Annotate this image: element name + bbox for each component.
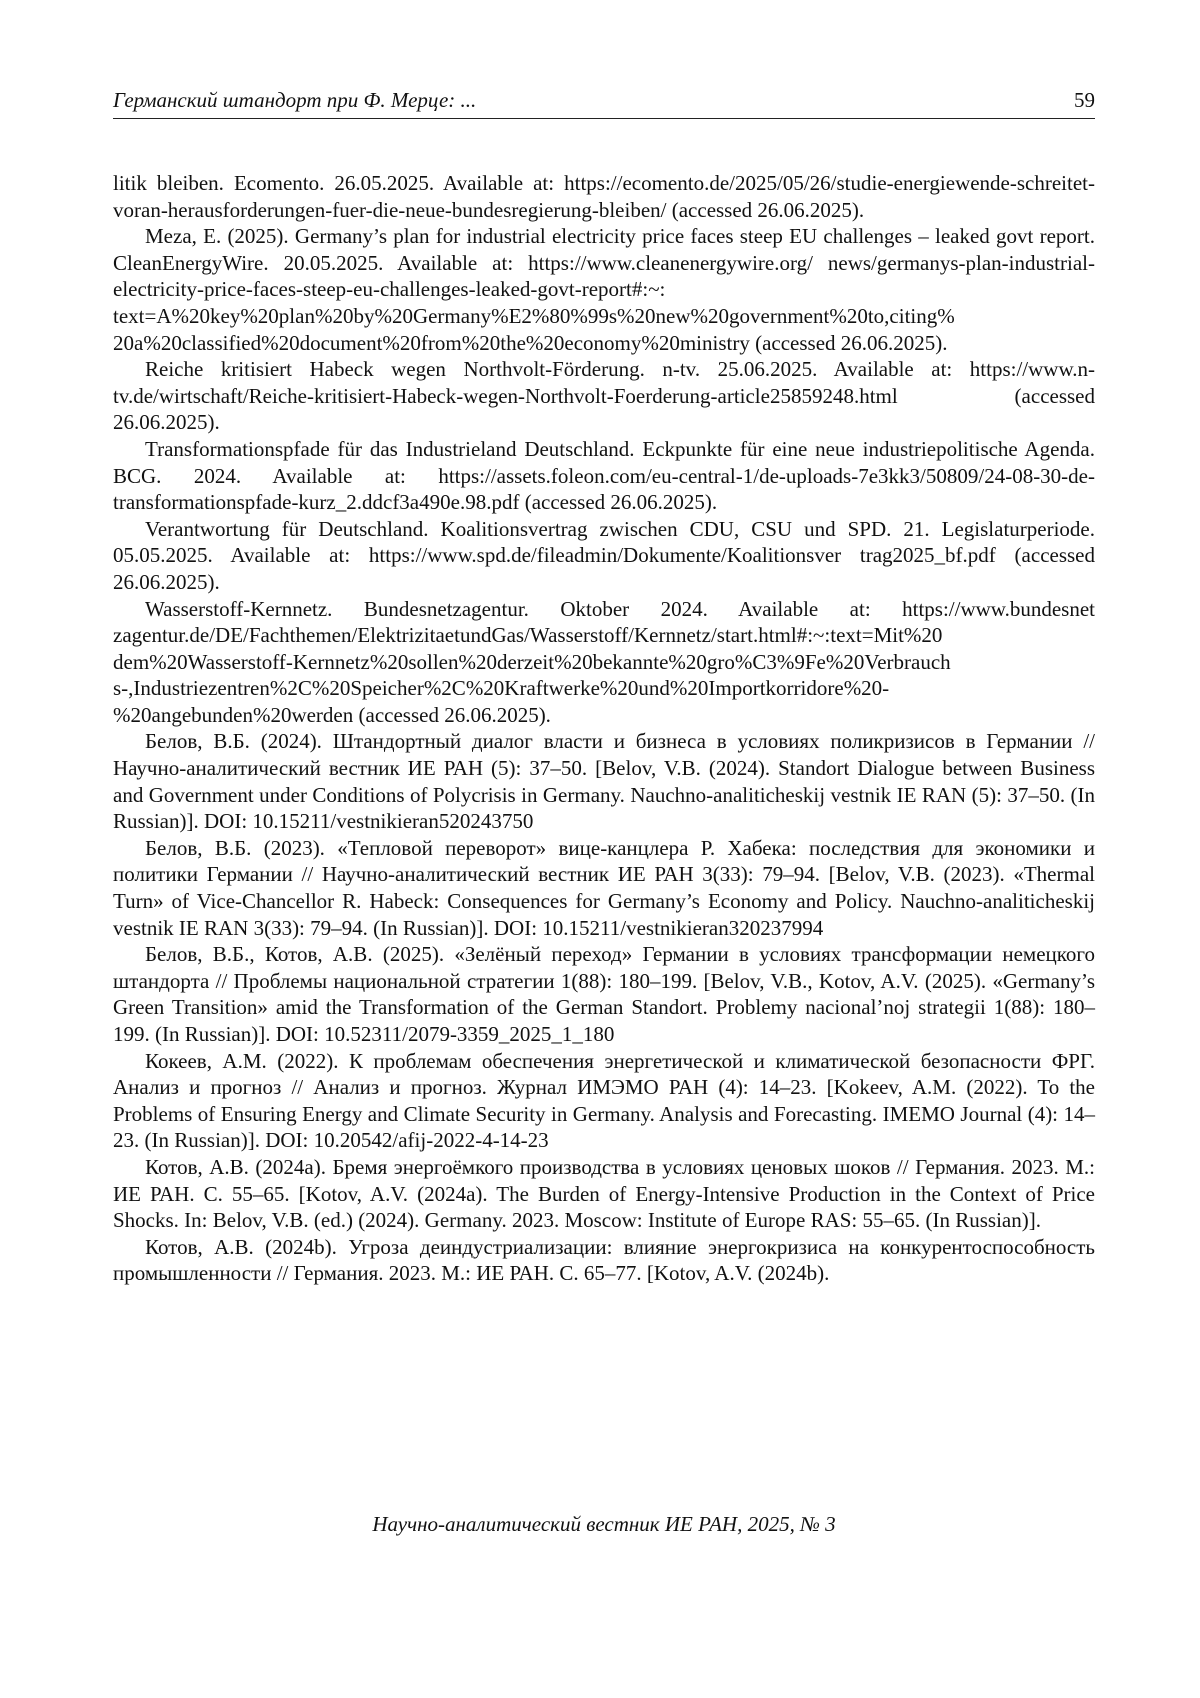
reference-item: Кокеев, А.М. (2022). К проблемам обеспечения энергетической и климатической безопасности ФРГ. Анализ и прогноз // Анализ и прогноз. Журнал ИМЭМО РАН (4): 14–23. [Kokeev, A.M. (2022). To the Problems of Ensuring Energy and Climate Security in Germany. Analysis and Forecasting. IMEMO Journal (4): 14–23. (In Russian)]. DOI: 10.20542/afij-2022-4-14-23: [113, 1048, 1095, 1153]
reference-item: Verantwortung für Deutschland. Koalitionsvertrag zwischen CDU, CSU und SPD. 21. Legislaturperiode. 05.05.2025. Available at: https://www.spd.de/fileadmin/Dokumente/Koalitionsver trag2025_bf.pdf (accessed 26.06.2025).: [113, 516, 1095, 594]
reference-item: Белов, В.Б. (2024). Штандортный диалог власти и бизнеса в условиях поликризисов в Германии // Научно-аналитический вестник ИЕ РАН (5): 37–50. [Belov, V.B. (2024). Standort Dialogue between Business and Government under Conditions of Polycrisis in Germany. Nauchno-analiticheskij vestnik IE RAN (5): 37–50. (In Russian)]. DOI: 10.15211/vestnikieran520243750: [113, 729, 1095, 834]
page: [113, 0, 1095, 1698]
page-number: 59: [1074, 88, 1095, 112]
reference-item: Белов, В.Б., Котов, А.В. (2025). «Зелёный переход» Германии в условиях трансформации немецкого штандорта // Проблемы национальной стратегии 1(88): 180–199. [Belov, V.B., Kotov, A.V. (2025). «Germany’s Green Transition» amid the Transformation of the German Standort. Problemy nacional’noj strategii 1(88): 180–199. (In Russian)]. DOI: 10.52311/2079-3359_2025_1_180: [113, 942, 1095, 1046]
reference-item: Котов, А.В. (2024b). Угроза деиндустриализации: влияние энергокризиса на конкурентоспособность промышленности // Германия. 2023. М.: ИЕ РАН. С. 65–77. [Kotov, A.V. (2024b).: [113, 1234, 1095, 1286]
reference-item: Белов, В.Б. (2023). «Тепловой переворот» вице-канцлера Р. Хабека: последствия для экономики и политики Германии // Научно-аналитический вестник ИЕ РАН 3(33): 79–94. [Belov, V.B. (2023). «Thermal Turn» of Vice-Chancellor R. Habeck: Consequences for Germany’s Economy and Policy. Nauchno-analiticheskij vestnik IE RAN 3(33): 79–94. (In Russian)]. DOI: 10.15211/vestnikieran320237994: [113, 835, 1095, 940]
reference-item: Reiche kritisiert Habeck wegen Northvolt-Förderung. n-tv. 25.06.2025. Available at: https://www.n-tv.de/wirtschaft/Reiche-kritisiert-Habeck-wegen-Northvolt-Foerderung-article25859248.html (accessed 26.06.2025).: [113, 357, 1095, 435]
reference-item: Wasserstoff-Kernnetz. Bundesnetzagentur. Oktober 2024. Available at: https://www.bundesnet zagentur.de/DE/Fachthemen/ElektrizitaetundGas/Wasserstoff/Kernnetz/start.html#:~:text=Mit%20 dem%20Wasserstoff-Kernnetz%20sollen%20derzeit%20bekannte%20gro%C3%9Fe%20Verbrauch s-,Industriezentren%2C%20Speicher%2C%20Kraftwerke%20und%20Importkorridore%20- %20angebunden%20werden (accessed 26.06.2025).: [113, 596, 1095, 727]
reference-list: [113, 170, 1095, 1287]
running-title: Германский штандорт при Ф. Мерце: ...: [113, 88, 477, 112]
reference-item: Котов, А.В. (2024a). Бремя энергоёмкого производства в условиях ценовых шоков // Германия. 2023. М.: ИЕ РАН. С. 55–65. [Kotov, A.V. (2024a). The Burden of Energy-Intensive Production in the Context of Price Shocks. In: Belov, V.B. (ed.) (2024). Germany. 2023. Moscow: Institute of Europe RAS: 55–65. (In Russian)].: [113, 1154, 1095, 1233]
reference-item: Meza, E. (2025). Germany’s plan for industrial electricity price faces steep EU challenges – leaked govt report. CleanEnergyWire. 20.05.2025. Available at: https://www.cleanenergywire.org/ news/germanys-plan-industrial-electricity-price-faces-steep-eu-challenges-leaked-govt-report#:~: text=A%20key%20plan%20by%20Germany%E2%80%99s%20new%20government%20to,citing% 20a%20classified%20document%20from%20the%20economy%20ministry (accessed 26.06.2025).: [113, 224, 1095, 355]
reference-item: litik bleiben. Ecomento. 26.05.2025. Available at: https://ecomento.de/2025/05/26/studie-energiewende-schreitet-voran-herausforderungen-fuer-die-neue-bundesregierung-bleiben/ (accessed 26.06.2025).: [113, 171, 1095, 222]
reference-item: Transformationspfade für das Industrieland Deutschland. Eckpunkte für eine neue industriepolitische Agenda. BCG. 2024. Available at: https://assets.foleon.com/eu-central-1/de-uploads-7e3kk3/50809/24-08-30-de-transformationspfade-kurz_2.ddcf3a490e.98.pdf (accessed 26.06.2025).: [113, 436, 1095, 515]
running-header: [113, 84, 1095, 119]
journal-footer: Научно-аналитический вестник ИЕ РАН, 2025, № 3: [372, 1512, 836, 1536]
